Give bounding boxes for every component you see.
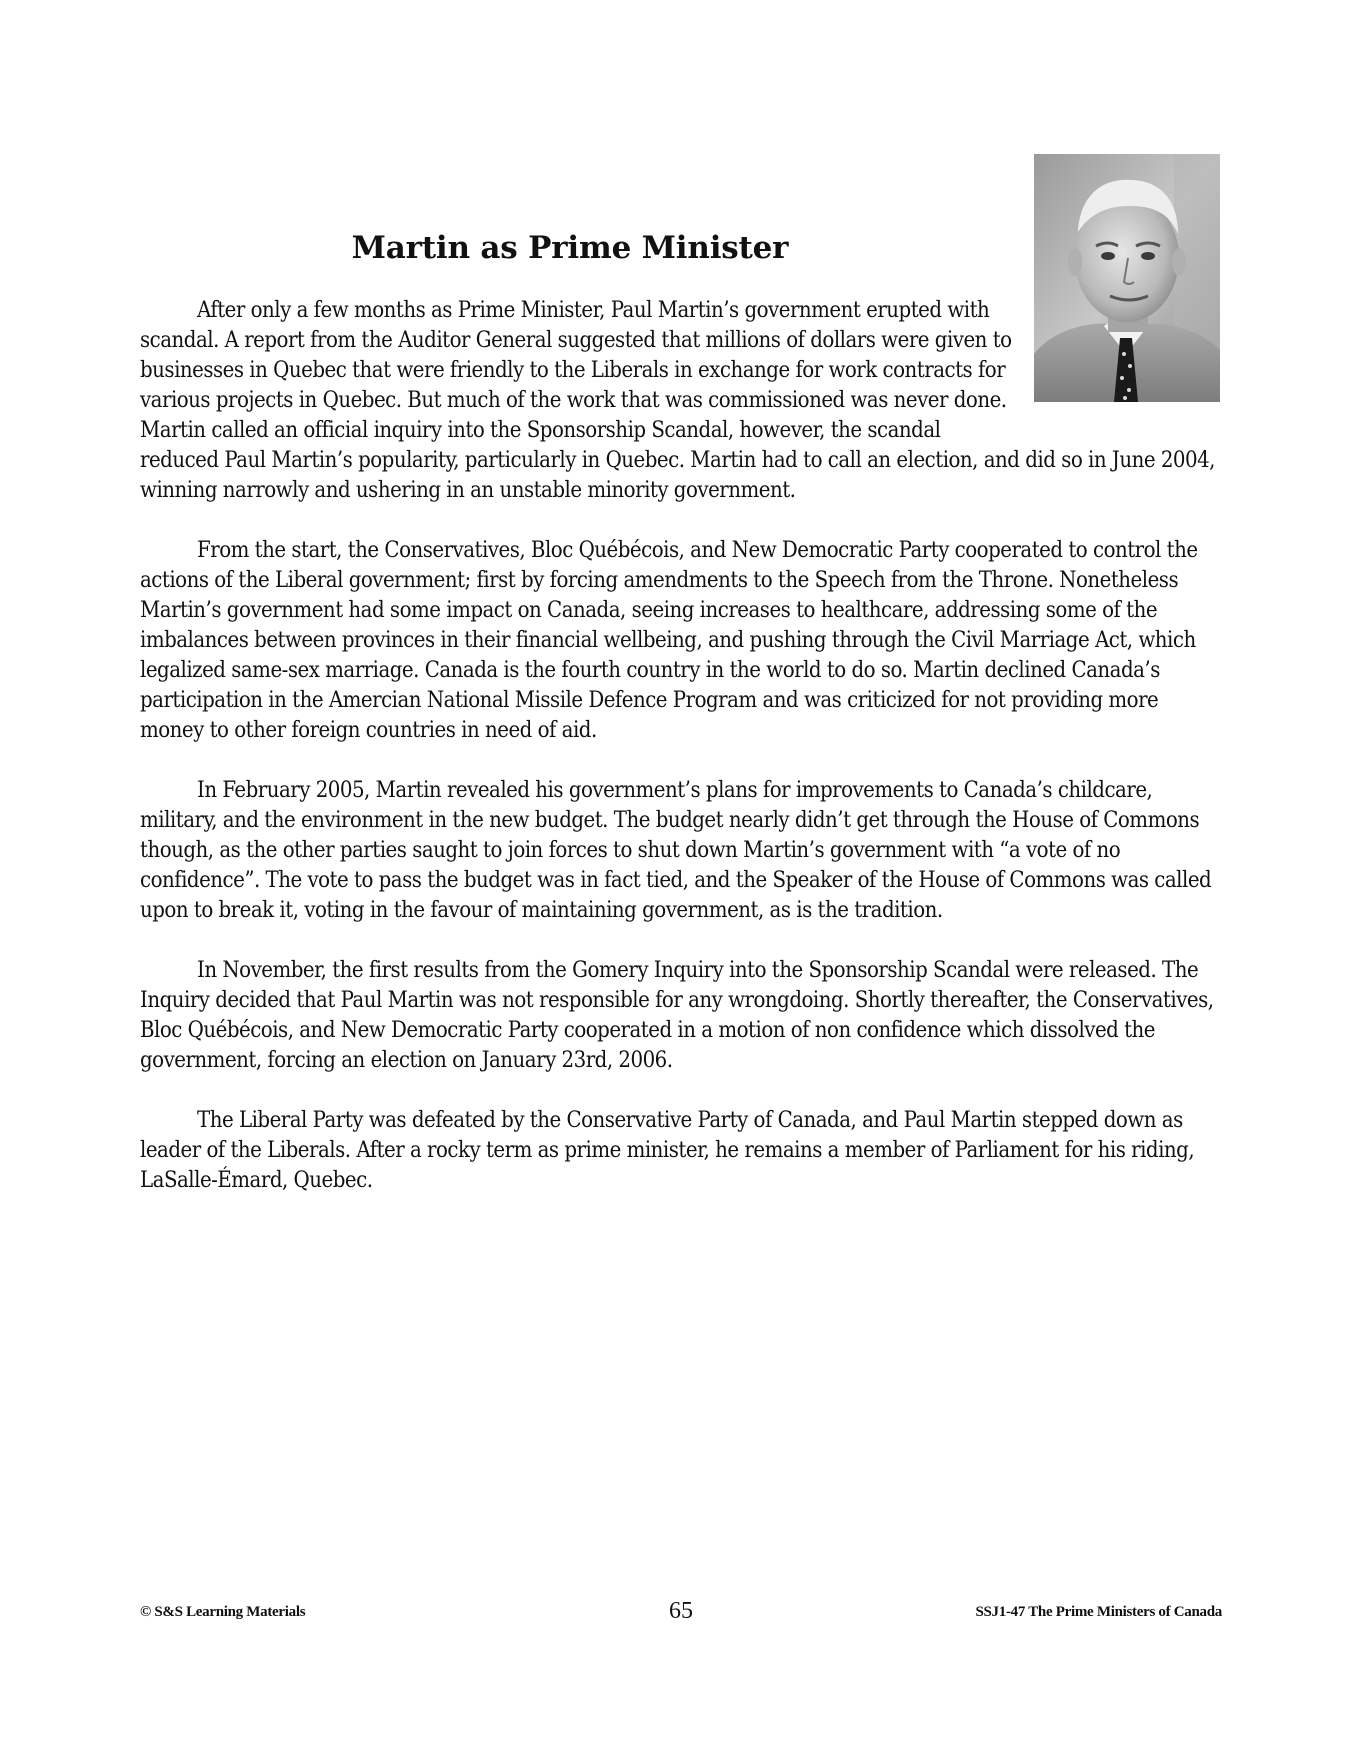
page-number: 65 xyxy=(669,1598,693,1624)
paragraph-5: The Liberal Party was defeated by the Conservative Party of Canada, and Paul Martin stepped down as leader of the Liberals. After a rocky term as prime minister, he remains a member of Parliament for his riding, LaSalle-Émard, Quebec. xyxy=(140,1108,1195,1193)
paragraph-2: From the start, the Conservatives, Bloc Québécois, and New Democratic Party cooperated to control the actions of the Liberal government; first by forcing amendments to the Speech from the Throne. Nonetheless Martin’s government had some impact on Canada, seeing increases to healthcare, addressing some of the imbalances between provinces in their financial wellbeing, and pushing through the Civil Marriage Act, which legalized same-sex marriage. Canada is the fourth country in the world to do so. Martin declined Canada’s participation in the Amercian National Missile Defence Program and was criticized for not providing more money to other foreign countries in need of aid. xyxy=(140,538,1198,743)
page-title: Martin as Prime Minister xyxy=(351,230,789,266)
page-footer xyxy=(140,1598,1222,1628)
article-body xyxy=(140,296,1222,1226)
paragraph-3: In February 2005, Martin revealed his government’s plans for improvements to Canada’s childcare, military, and the environment in the new budget. The budget nearly didn’t get through the House of Commons though, as the other parties saught to join forces to shut down Martin’s government with “a vote of no confidence”. The vote to pass the budget was in fact tied, and the Speaker of the House of Commons was called upon to break it, voting in the favour of maintaining government, as is the tradition. xyxy=(140,778,1212,923)
paragraph-1: After only a few months as Prime Minister, Paul Martin’s government erupted with scandal. A report from the Auditor General suggested that millions of dollars were given to businesses in Quebec that were friendly to the Liberals in exchange for work contracts for various projects in Quebec. But much of the work that was commissioned was never done. Martin called an official inquiry into the Sponsorship Scandal, however, the scandal reduced Paul Martin’s popularity, particularly in Quebec. Martin had to call an election, and did so in June 2004, winning narrowly and ushering in an unstable minority government. xyxy=(140,298,1215,503)
book-title: SSJ1-47 The Prime Ministers of Canada xyxy=(975,1604,1222,1620)
photo-wrap-area xyxy=(1032,296,1222,420)
paragraph-4: In November, the first results from the Gomery Inquiry into the Sponsorship Scandal were released. The Inquiry decided that Paul Martin was not responsible for any wrongdoing. Shortly thereafter, the Conservatives, Bloc Québécois, and New Democratic Party cooperated in a motion of non confidence which dissolved the government, forcing an election on January 23rd, 2006. xyxy=(140,958,1214,1073)
copyright-text: © S&S Learning Materials xyxy=(140,1604,306,1620)
